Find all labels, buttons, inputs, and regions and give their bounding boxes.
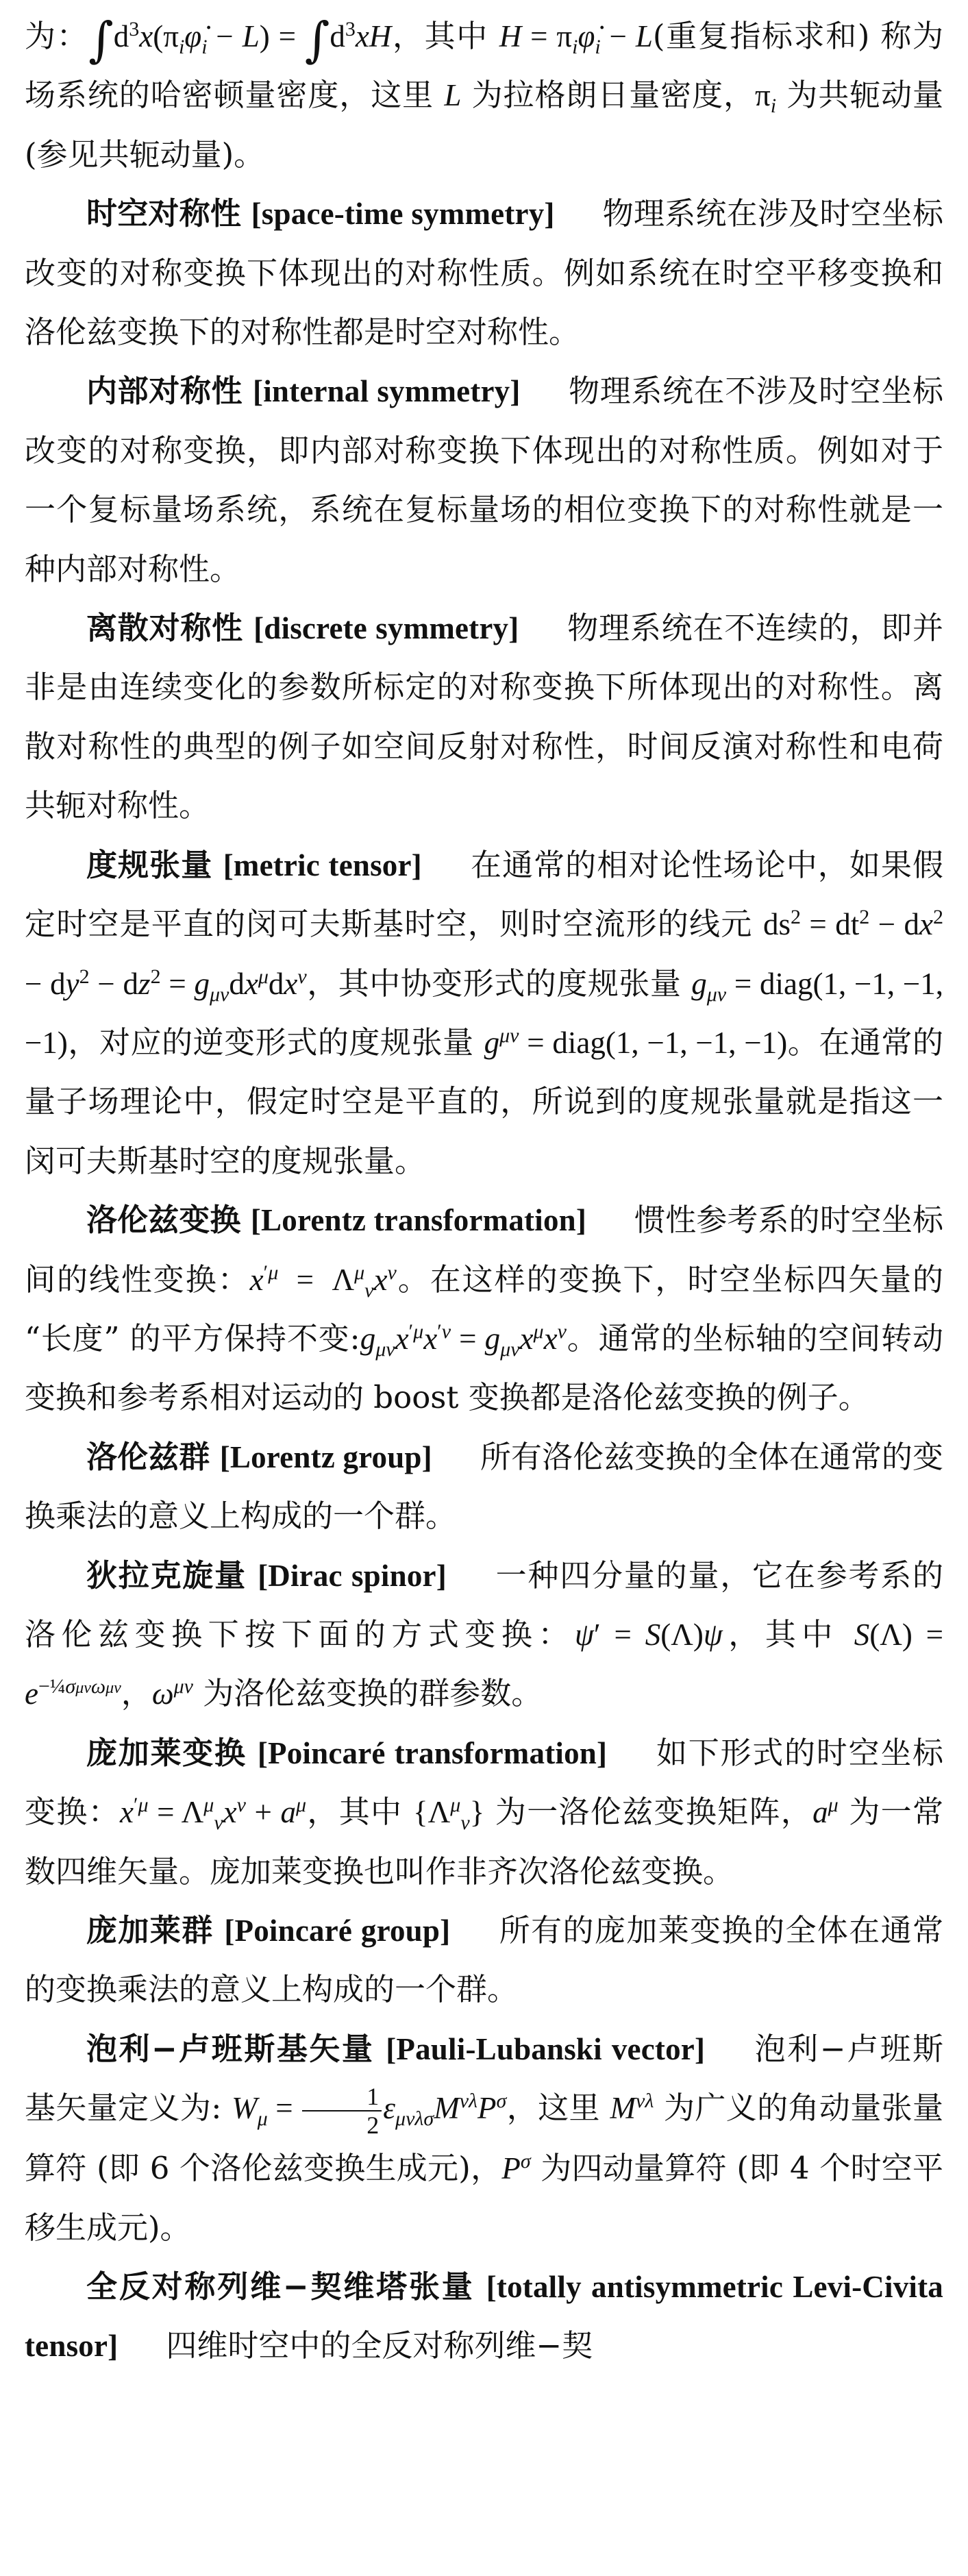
entry-headword: 庞加莱群	[86, 1912, 214, 1948]
formula-metric-covariant: $g_{\mu\nu}$ = diag(1, −1, −1, −1)	[25, 966, 943, 1060]
text: (重复指标求和) 称为场系统的哈密顿量密度，这里	[25, 18, 943, 114]
cross-reference-link[interactable]: 共轭动量	[98, 136, 222, 173]
formula-angular-momentum: $M^{\nu\lambda}$	[610, 2090, 654, 2126]
formula-invariant: $g_{\mu\nu}x^{'\mu}x^{'\nu} = g_{\mu\nu}x^\mu x^\nu$	[360, 1320, 567, 1361]
entry-english-term: [metric tensor]	[223, 847, 422, 882]
formula: L	[444, 78, 462, 113]
glossary-entry	[25, 1428, 943, 1546]
entry-definition: 。通常的坐标轴的空间转动变换和参考系相对运动的 boost 变换都是洛伦兹变换的例子。	[25, 1320, 943, 1416]
glossary-entry	[25, 1724, 943, 1901]
entry-definition: 泡利−卢班斯基矢量定义为:	[25, 2030, 943, 2127]
entry-definition: 如下形式的时空坐标变换：	[25, 1734, 943, 1831]
glossary-entry	[25, 184, 943, 362]
glossary-entry	[25, 599, 943, 836]
entry-definition: 。在这样的变换下，时空坐标四矢量的 “长度” 的平方保持不变:	[25, 1261, 943, 1357]
entry-definition: ，其中	[722, 1615, 854, 1652]
glossary-entry	[25, 1901, 943, 2020]
entry-definition: 为一洛伦兹变换矩阵，	[484, 1794, 813, 1831]
entry-english-term: [space-time symmetry]	[251, 197, 555, 232]
entry-definition: 为洛伦兹变换的群参数。	[193, 1675, 543, 1712]
integral-symbol: ∫	[88, 12, 114, 68]
entry-headword: 狄拉克旋量	[86, 1557, 247, 1594]
entry-definition: ，对应的逆变形式的度规张量	[67, 1024, 484, 1061]
entry-definition: 物理系统在不涉及时空坐标改变的对称变换，即内部对称变换下体现出的对称性质。例如对于一个复标量场系统，系统在复标量场的相位变换下的对称性就是一种内部对称性。	[25, 373, 943, 587]
entry-english-term: [Poincaré group]	[224, 1914, 451, 1948]
entry-definition: 为一常数四维矢量。庞加莱变换也叫作非齐次洛伦兹变换。	[25, 1794, 943, 1890]
entry-definition: 。在通常的量子场理论中，假定时空是平直的，所说到的度规张量就是指这一闵可夫斯基时空的度规张量。	[25, 1024, 943, 1179]
entry-definition: 所有洛伦兹变换的全体在通常的变换乘法的意义上构成的一个群。	[25, 1438, 943, 1535]
formula-omega: $\omega^{\mu\nu}$	[151, 1675, 193, 1711]
entry-english-term: [Lorentz transformation]	[250, 1203, 587, 1238]
entry-definition: 在通常的相对论性场论中，如果假定时空是平直的闵可夫斯基时空，则时空流形的线元	[25, 846, 943, 943]
text: 为共轭动量 (参见	[25, 77, 943, 173]
integral-symbol: ∫	[304, 12, 330, 68]
glossary-entry	[25, 2257, 943, 2376]
text: )。	[221, 136, 265, 173]
entry-definition: ，这里	[506, 2090, 610, 2127]
formula-line-element: $ds^2 = dt^2 - dx^2 - dy^2 - dz^2 = g_{\mu\nu}dx^\mu dx^\nu$	[25, 906, 943, 1006]
formula-metric-contravariant: $g^{\mu\nu}$ = diag(1, −1, −1, −1)	[484, 1024, 788, 1060]
entry-english-term: [Pauli-Lubanski vector]	[386, 2031, 706, 2066]
glossary-entry	[25, 836, 943, 1191]
entry-headword: 庞加莱变换	[86, 1734, 247, 1771]
entry-headword: 泡利−卢班斯基矢量	[86, 2030, 375, 2067]
entry-english-term: [internal symmetry]	[253, 374, 521, 409]
text: 为拉格朗日量密度，	[461, 77, 755, 114]
entry-definition: 物理系统在不连续的，即并非是由连续变化的参数所标定的对称变换下所体现出的对称性。离散对称性的典型的例子如空间反射对称性，时间反演对称性和电荷共轭对称性。	[25, 610, 943, 824]
entry-definition: 物理系统在涉及时空坐标改变的对称变换下体现出的对称性质。例如系统在时空平移变换和洛伦兹变换下的对称性都是时空对称性。	[25, 195, 943, 351]
entry-english-term: [Dirac spinor]	[258, 1558, 447, 1593]
entry-headword: 时空对称性	[86, 195, 242, 232]
entry-headword: 洛伦兹群	[86, 1438, 210, 1475]
formula-momentum: $P^\sigma$	[501, 2150, 531, 2186]
text: ，其中	[391, 18, 499, 54]
entry-english-term: [discrete symmetry]	[253, 611, 519, 646]
entry-headword: 度规张量	[86, 846, 213, 883]
formula-lorentz: $x^{'\mu} = \Lambda^\mu_\nu x^\nu$	[249, 1261, 397, 1302]
glossary-entry	[25, 1191, 943, 1428]
entry-headword: 内部对称性	[86, 373, 243, 410]
entry-definition: 四维时空中的全反对称列维−契	[166, 2327, 593, 2364]
glossary-entry	[25, 2020, 943, 2257]
entry-definition: ，其中	[306, 1794, 414, 1831]
entry-definition: 为广义的角动量张量算符 (即 6 个洛伦兹变换生成元)，	[25, 2090, 943, 2187]
fraction: $\frac{1}{2}$	[302, 2083, 382, 2139]
entry-definition: 为四动量算符 (即 4 个时空平移生成元)。	[25, 2150, 944, 2246]
entry-headword: 洛伦兹变换	[86, 1202, 241, 1239]
entry-english-term: [Poincaré transformation]	[257, 1735, 608, 1770]
entry-definition: 惯性参考系的时空坐标间的线性变换：	[25, 1202, 943, 1298]
formula-lorentz-matrix: $\{\Lambda^\mu_\nu\}$	[413, 1794, 485, 1835]
formula-spinor: ψ′ = S(Λ)ψ	[574, 1617, 723, 1652]
glossary-entry	[25, 1546, 943, 1724]
formula-translation: $a^\mu$	[812, 1794, 839, 1830]
formula-pauli-lubanski: $W_\mu$ = $\frac{1}{2}$ $\varepsilon_{\mu\nu\lambda\sigma}M^{\nu\lambda}P^\sigma$	[232, 2083, 507, 2140]
entry-definition: ，	[121, 1675, 152, 1712]
continuation-paragraph: 为：$\int d^3x(\pi_i\varphi̇_i - L) = \int d^3xH$，其中 $H = \pi_i\varphi̇_i - L$(重复指标求和) 称为场系统的哈密顿量密度，这里 L 为拉格朗日量密度，$\pi_i$ 为共轭动量 (参见共轭动量)。	[25, 12, 943, 173]
text: 为：	[25, 18, 89, 54]
entry-definition: ，其中协变形式的度规张量	[306, 965, 692, 1002]
entry-english-term: [Lorentz group]	[219, 1439, 432, 1474]
entry-headword: 离散对称性	[86, 610, 243, 647]
entry-definition: 所有的庞加莱变换的全体在通常的变换乘法的意义上构成的一个群。	[25, 1912, 943, 2008]
formula-spinor-matrix: $S(\Lambda) = e^{-\frac{1}{4}\sigma\mu\nu\omega\mu\nu}$	[25, 1617, 943, 1711]
entry-headword: 全反对称列维−契维塔张量	[86, 2268, 475, 2305]
formula-poincare: $x^{'\mu} = \Lambda^\mu_\nu x^\nu + a^\mu$	[119, 1794, 307, 1835]
glossary-entry	[25, 362, 943, 599]
entry-english-term: [totally antisymmetric Levi-Civita tensor]	[25, 2270, 943, 2364]
entry-definition: 一种四分量的量，它在参考系的洛伦兹变换下按下面的方式变换：	[25, 1557, 943, 1652]
